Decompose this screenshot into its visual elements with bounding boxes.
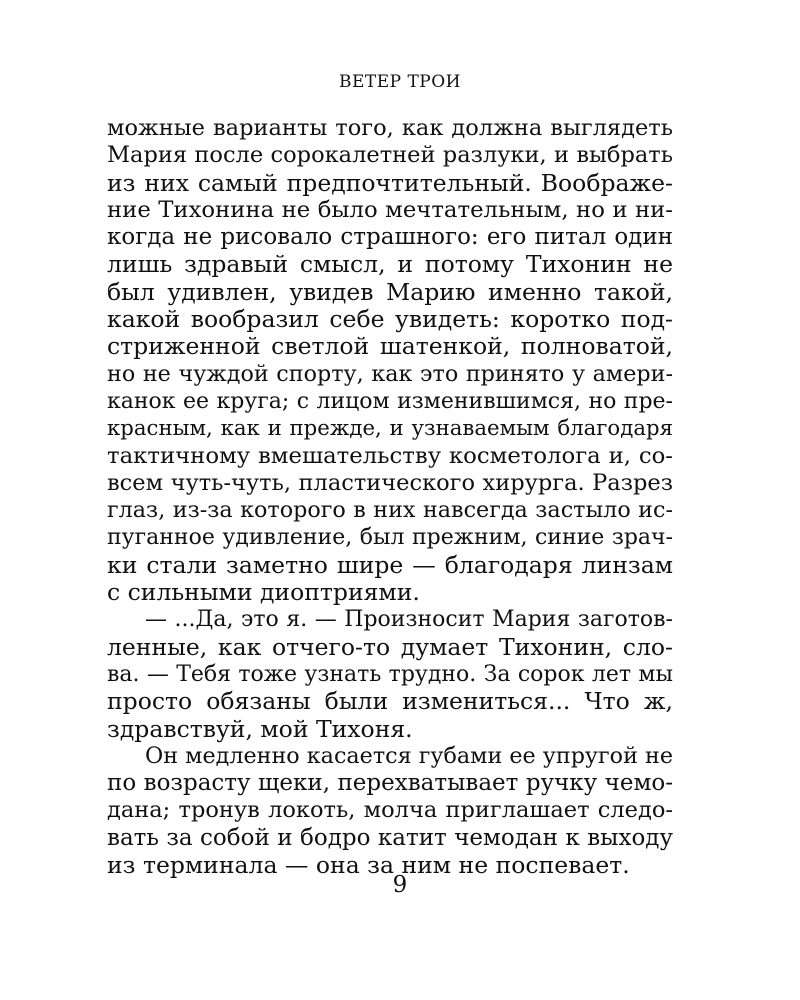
text-line: вать за собой и бодро катит чемодан к выходу <box>107 824 673 851</box>
text-line: с сильными диоптриями. <box>107 578 420 607</box>
running-head: ВЕТЕР ТРОИ <box>338 72 462 92</box>
text-line: из терминала — она за ним не поспевает. <box>107 851 630 880</box>
text-line: здравствуй, мой Тихоня. <box>107 714 413 743</box>
text-line: тактичному вмешательству косметолога и, со- <box>107 442 673 469</box>
text-line: — ...Да, это я. — Произносит Мария заготов- <box>145 607 673 633</box>
text-line: Он медленно касается губами ее упругой не <box>145 742 673 769</box>
text-line: из них самый предпочтительный. Воображе- <box>107 168 673 197</box>
text-line: ние Тихонина не было мечтательным, но и ни- <box>107 196 673 223</box>
page-number: 9 <box>392 872 408 898</box>
text-line: просто обязаны были измениться... Что ж, <box>107 687 673 716</box>
text-line: глаз, из-за которого в них навсегда застыло ис- <box>107 497 673 524</box>
text-line: когда не рисовало страшного: его питал один <box>107 224 673 251</box>
text-line: ки стали заметно шире — благодаря линзам <box>107 550 673 579</box>
text-line: красным, как и прежде, и узнаваемым благодаря <box>107 416 673 442</box>
text-line: лишь здравый смысл, и потому Тихонин не <box>107 250 673 279</box>
text-line: дана; тронув локоть, молча приглашает следо- <box>107 797 673 824</box>
text-line: можные варианты того, как должна выглядеть <box>107 115 673 141</box>
text-line: какой вообразил себе увидеть: коротко под- <box>107 305 673 334</box>
text-line: Мария после сорокалетней разлуки, и выбрать <box>107 142 673 169</box>
text-line: всем чуть-чуть, пластического хирурга. Разрез <box>107 469 673 496</box>
text-line: ва. — Тебя тоже узнать трудно. За сорок лет мы <box>107 661 673 687</box>
text-line: стриженной светлой шатенкой, полноватой, <box>107 332 673 361</box>
text-line: но не чуждой спорту, как это принято у амери- <box>107 360 673 387</box>
body-text <box>107 115 673 879</box>
text-line: ленные, как отчего-то думает Тихонин, сло- <box>107 632 673 661</box>
text-line: пуганное удивление, был прежним, синие зрач- <box>107 525 673 551</box>
text-line: по возрасту щеки, перехватывает ручку чемо- <box>107 770 673 797</box>
text-line: канок ее круга; с лицом изменившимся, но пре- <box>107 388 673 414</box>
text-line: был удивлен, увидев Марию именно такой, <box>107 277 673 306</box>
